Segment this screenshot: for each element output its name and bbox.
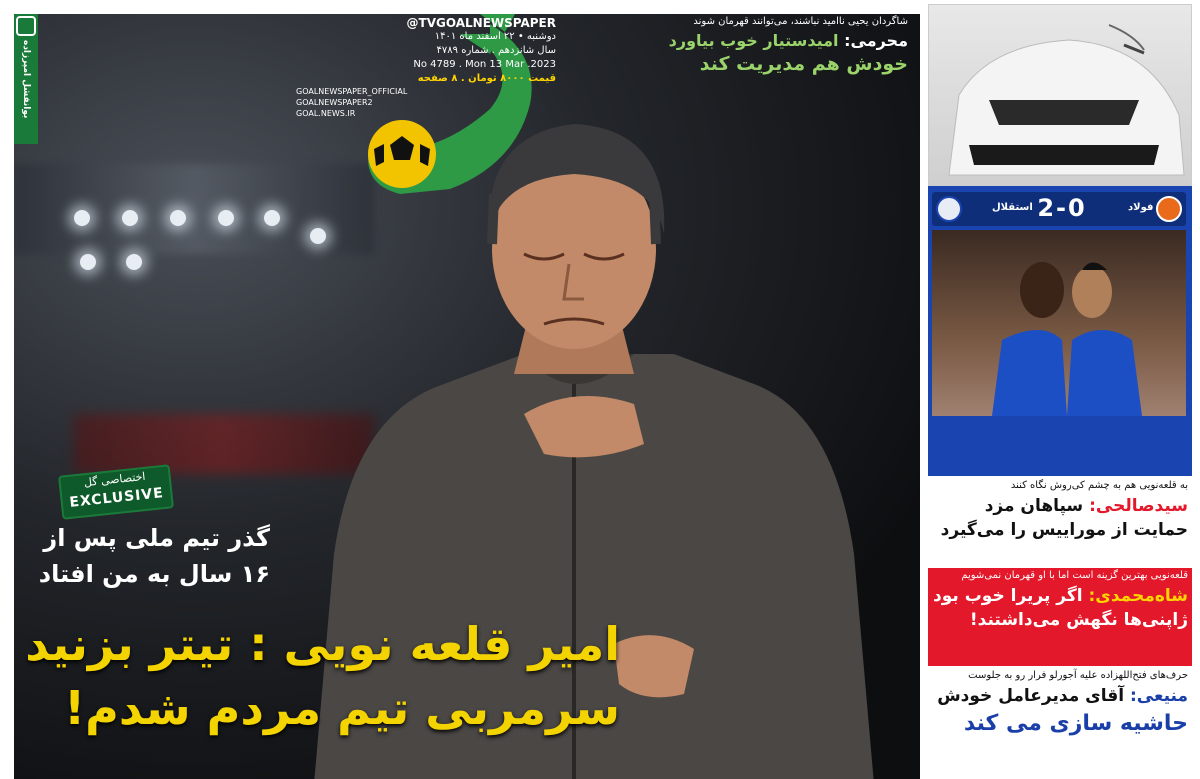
story-kicker: شاگردان یحیی ناامید نباشند، می‌توانند قهرمان شوند [693, 16, 908, 27]
club-crest-icon [1156, 196, 1182, 222]
corner-logo-icon [16, 16, 36, 36]
main-headline-line: امیر قلعه نویی : تیتر بزنید [25, 617, 620, 671]
side-label-text: بوانفشل امپرزاده [21, 39, 31, 119]
players-illustration [932, 230, 1186, 416]
story-speaker: شاه‌محمدی: [1088, 586, 1188, 606]
story-headline-line2: ژاپنی‌ها نگهش می‌داشتند! [969, 610, 1188, 630]
story-speaker: سیدصالحی: [1089, 496, 1188, 516]
main-headline [20, 612, 620, 740]
masthead-price: قیمت ۸۰۰۰ تومان . ۸ صفحه [417, 73, 556, 84]
subheadline-line: گذر تیم ملی پس از [43, 524, 270, 552]
masthead-issue: سال شانزدهم . شماره ۴۷۸۹ [436, 45, 556, 56]
social-handles [296, 86, 556, 119]
players-photo [932, 230, 1186, 416]
story-box-3 [928, 668, 1192, 779]
masthead-handle: @TVGOALNEWSPAPER [406, 16, 556, 30]
story-headline-text: سپاهان مزد [984, 496, 1084, 516]
story-kicker: حرف‌های فتح‌اللهزاده علیه آجورلو فرار رو به جلوست [968, 670, 1188, 681]
story-box-1 [928, 478, 1192, 566]
match-result-box [928, 186, 1192, 476]
exclusive-badge-en: EXCLUSIVE [68, 485, 165, 511]
social-handle: GOALNEWSPAPER_OFFICIAL [296, 87, 408, 96]
story-headline-text: امیدستیار خوب بیاورد [668, 31, 839, 50]
story-headline-text: آقای مدیرعامل خودش [937, 686, 1125, 706]
stadium-light [218, 210, 234, 226]
stadium-light [126, 254, 142, 270]
stadium-light [80, 254, 96, 270]
story-headline-line1 [928, 584, 1192, 608]
away-team-name: استقلال [992, 202, 1033, 213]
masthead-info [296, 16, 556, 119]
masthead-date: دوشنبه • ۲۲ اسفند ماه ۱۴۰۱ [434, 31, 556, 42]
story-box-2 [928, 568, 1192, 666]
main-headline-line: سرمربی تیم مردم شدم! [64, 681, 620, 735]
story-kicker: به قلعه‌نویی هم به چشم کی‌روش نگاه کنند [1010, 480, 1188, 491]
top-right-story [660, 14, 908, 76]
story-speaker: منیعی: [1130, 686, 1188, 706]
masthead-issue-en: No 4789 . Mon 13 Mar .2023 [413, 59, 556, 70]
story-headline-line2: خودش هم مدیریت کند [699, 53, 908, 75]
car-image [929, 5, 1192, 186]
story-headline-line2: حاشیه سازی می کند [963, 711, 1188, 736]
match-score: 2-0 [1037, 194, 1087, 222]
club-crest-icon [936, 196, 962, 222]
stadium-light [170, 210, 186, 226]
story-headline-line2: حمایت از موراییس را می‌گیرد [940, 520, 1188, 540]
story-kicker: قلعه‌نویی بهترین گزینه است اما با او قهرمان نمی‌شویم [961, 570, 1188, 581]
home-team-name: فولاد [1128, 202, 1154, 213]
stadium-light [122, 210, 138, 226]
subheadline-line: ۱۶ سال به من افتاد [38, 560, 270, 588]
story-speaker: محرمی: [844, 31, 908, 50]
story-headline-line1 [928, 494, 1192, 518]
story-headline-text: اگر پریرا خوب بود [933, 586, 1083, 606]
social-handle: GOAL.NEWS.IR [296, 109, 356, 118]
stadium-light [74, 210, 90, 226]
story-headline-line1 [660, 30, 908, 52]
subheadline [30, 520, 270, 592]
social-handle: GOALNEWSPAPER2 [296, 98, 373, 107]
story-headline-line1 [928, 684, 1192, 708]
right-column [928, 0, 1200, 779]
scoreboard [932, 192, 1186, 226]
exclusive-badge-fa: اختصاصی گل [83, 469, 147, 490]
car-advertisement [928, 4, 1192, 186]
